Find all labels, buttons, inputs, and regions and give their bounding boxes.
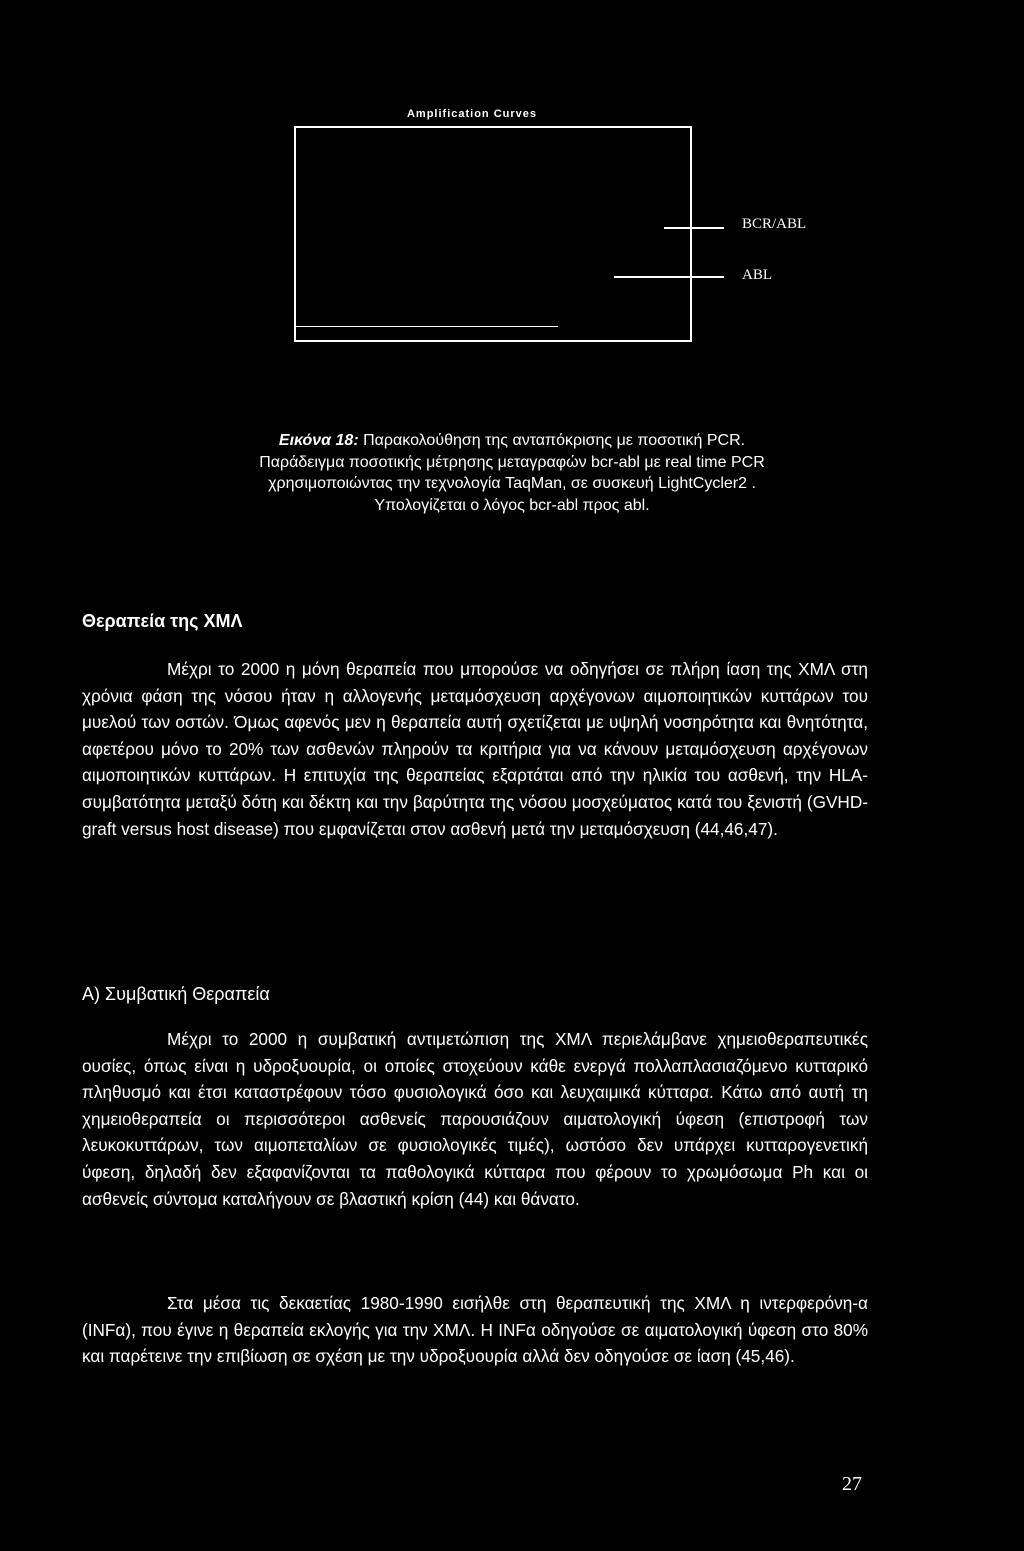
subsection-paragraph-2: Στα μέσα τις δεκαετίας 1980-1990 εισήλθε στη θεραπευτική της ΧΜΛ η ιντερφερόνη-α (INFα), που έγινε η θεραπεία εκλογής για την ΧΜΛ. Η INFα οδηγούσε σε αιματολογική ύφεση στο 80% και παρέτεινε την επιβίωση σε σχέση με την υδροξυουρία αλλά δεν οδηγούσε σε ίαση (45,46). [82,1293,868,1367]
figure-caption [0,430,1024,516]
caption-line-3: χρησιμοποιώντας την τεχνολογία TaqMan, σε συσκευή LightCycler2 . [268,475,756,492]
section-heading: Θεραπεία της ΧΜΛ [82,611,243,631]
section-paragraph: Μέχρι το 2000 η μόνη θεραπεία που μπορούσε να οδηγήσει σε πλήρη ίαση της ΧΜΛ στη χρόνια φάση της νόσου ήταν η αλλογενής μεταμόσχευση αρχέγονων αιμοποιητικών κυττάρων του μυελού των οστών. Όμως αφενός μεν η θεραπεία αυτή σχετίζεται με υψηλή νοσηρότητα και θνητότητα, αφετέρου μόνο το 20% των ασθενών πληρούν τα κριτήρια για να κάνουν μεταμόσχευση αρχέγονων αιμοποιητικών κυττάρων. Η επιτυχία της θεραπείας εξαρτάται από την ηλικία του ασθενή, την HLA-συμβατότητα μεταξύ δότη και δέκτη και την βαρύτητα της νόσου μοσχεύματος κατά του ξενιστή (GVHD-graft versus host disease) που εμφανίζεται στον ασθενή μετά την μεταμόσχευση (44,46,47). [82,659,868,839]
amplification-chart-frame [294,126,692,342]
caption-text-1: Παρακολούθηση της ανταπόκρισης με ποσοτική PCR. [363,432,746,449]
caption-line-1 [0,430,1024,452]
chart-baseline [296,326,558,327]
legend-line-bcr-abl [664,227,724,229]
subsection-heading: Α) Συμβατική Θεραπεία [82,984,270,1004]
caption-label: Εικόνα 18: [278,432,359,449]
figure-title: Amplification Curves [406,108,538,120]
legend-label-abl: ABL [742,267,772,283]
subsection-paragraph-1: Μέχρι το 2000 η συμβατική αντιμετώπιση της ΧΜΛ περιελάμβανε χημειοθεραπευτικές ουσίες, όπως είναι η υδροξυουρία, οι οποίες στοχεύουν κάθε ενεργά πολλαπλασιαζόμενο κυτταρικό πληθυσμό και έτσι καταστρέφουν τόσο φυσιολογικά όσο και λευχαιμικά κύτταρα. Κάτω από αυτή τη χημειοθεραπεία οι περισσότεροι ασθενείς παρουσιάζουν αιματολογική ύφεση (επιστροφή των λευκοκυττάρων, των αιμοπεταλίων σε φυσιολογικές τιμές), ωστόσο δεν υπάρχει κυτταρογενετική ύφεση, δηλαδή δεν εξαφανίζονται τα παθολογικά κύτταρα που φέρουν το χρωμόσωμα Ph και οι ασθενείς σύντομα καταλήγουν σε βλαστική κρίση (44) και θάνατο. [82,1029,868,1209]
legend-label-bcr-abl: BCR/ABL [742,216,807,232]
caption-line-2: Παράδειγμα ποσοτικής μέτρησης μεταγραφών bcr-abl με real time PCR [259,453,765,471]
caption-line-4: Υπολογίζεται ο λόγος bcr-abl προς abl. [374,496,650,514]
page-number: 27 [842,1473,862,1495]
legend-line-abl [614,276,724,278]
